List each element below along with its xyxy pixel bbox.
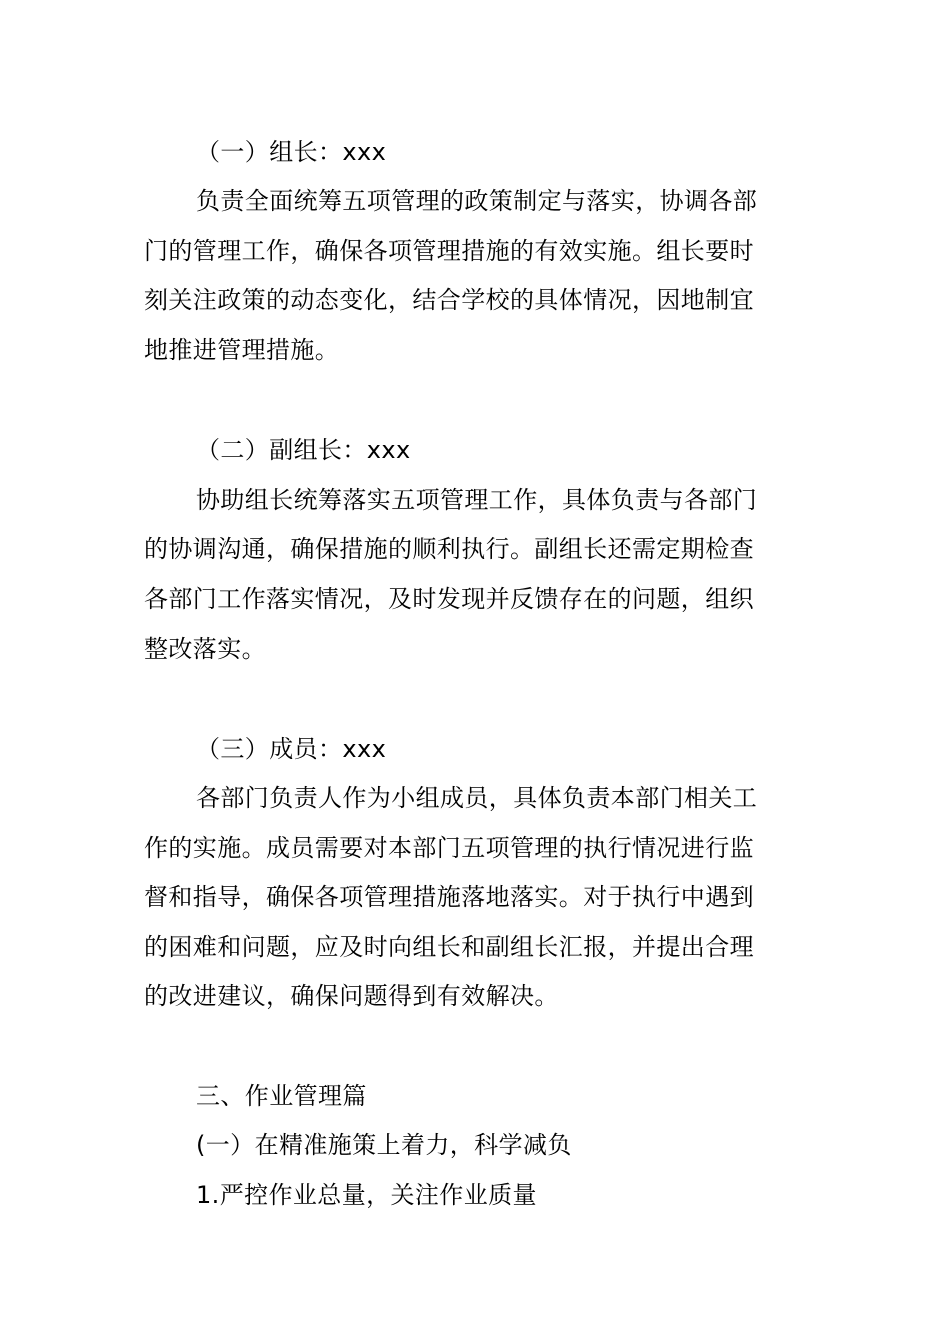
section-heading-leader: （一）组长：xxx [196, 138, 387, 166]
paragraph-line: 作的实施。成员需要对本部门五项管理的执行情况进行监 [144, 834, 754, 862]
paragraph-line: 刻关注政策的动态变化，结合学校的具体情况，因地制宜 [144, 286, 754, 314]
subsection-heading: (一）在精准施策上着力，科学减负 [196, 1131, 572, 1159]
paragraph-line: 门的管理工作，确保各项管理措施的有效实施。组长要时 [144, 237, 754, 265]
paragraph-line: 整改落实。 [144, 635, 266, 663]
paragraph-line: 各部门负责人作为小组成员，具体负责本部门相关工 [196, 784, 758, 812]
paragraph-line: 协助组长统筹落实五项管理工作，具体负责与各部门 [196, 486, 758, 514]
paragraph-line: 地推进管理措施。 [144, 336, 340, 364]
section-heading-members: （三）成员：xxx [196, 735, 387, 763]
paragraph-line: 的改进建议，确保问题得到有效解决。 [144, 982, 559, 1010]
paragraph-line: 各部门工作落实情况，及时发现并反馈存在的问题，组织 [144, 585, 754, 613]
paragraph-line: 督和指导，确保各项管理措施落地落实。对于执行中遇到 [144, 883, 754, 911]
list-item-heading: 1.严控作业总量，关注作业质量 [196, 1181, 537, 1209]
section-heading-deputy-leader: （二）副组长：xxx [196, 436, 411, 464]
chapter-title: 三、作业管理篇 [196, 1082, 367, 1110]
paragraph-line: 的协调沟通，确保措施的顺利执行。副组长还需定期检查 [144, 535, 754, 563]
paragraph-line: 负责全面统筹五项管理的政策制定与落实，协调各部 [196, 187, 758, 215]
paragraph-line: 的困难和问题，应及时向组长和副组长汇报，并提出合理 [144, 933, 754, 961]
